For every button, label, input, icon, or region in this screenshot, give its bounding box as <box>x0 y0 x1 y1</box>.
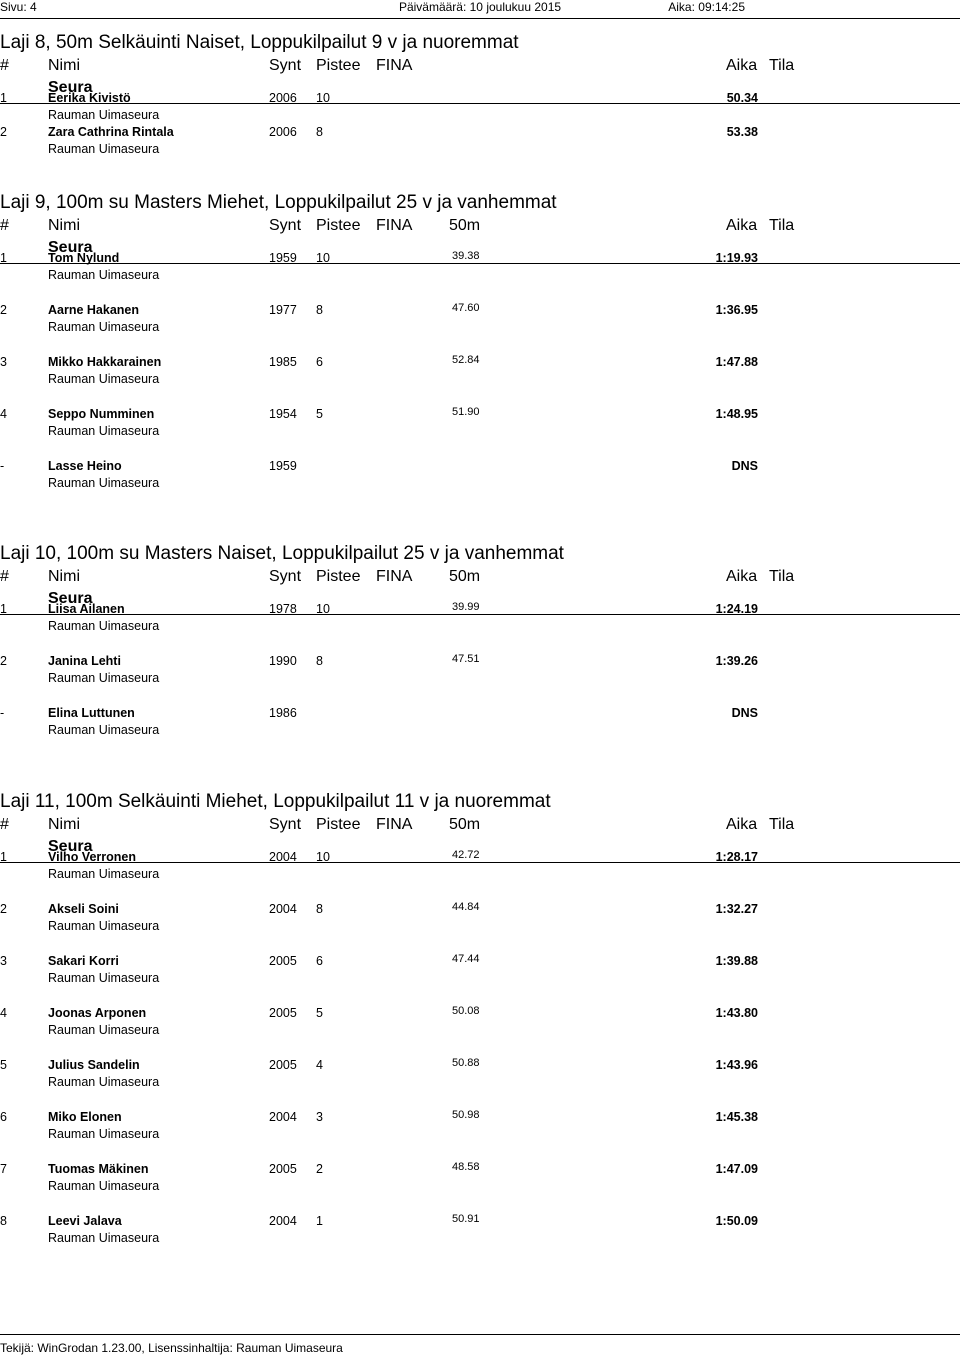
result-row <box>0 953 960 989</box>
swimmer-name: Miko Elonen <box>48 1110 122 1124</box>
col-club: Seura <box>48 79 93 96</box>
points: 10 <box>316 91 330 105</box>
col-club: Seura <box>48 838 93 855</box>
col-status: Tila <box>769 568 795 585</box>
points: 10 <box>316 602 330 616</box>
col-time: Aika <box>726 816 758 833</box>
points: 3 <box>316 1110 323 1124</box>
split-50m: 50.98 <box>452 1109 480 1121</box>
birth-year: 1990 <box>269 654 297 668</box>
split-50m: 39.99 <box>452 601 480 613</box>
club-name: Rauman Uimaseura <box>48 619 160 633</box>
col-name: Nimi <box>48 57 80 74</box>
result-row <box>0 705 960 741</box>
split-50m: 50.88 <box>452 1057 480 1069</box>
club-name: Rauman Uimaseura <box>48 268 160 282</box>
header-divider <box>0 18 960 19</box>
event-title: Laji 9, 100m su Masters Miehet, Loppukilpailut 25 v ja vanhemmat <box>0 192 557 213</box>
split-50m: 50.91 <box>452 1213 480 1225</box>
swimmer-name: Seppo Numminen <box>48 407 155 421</box>
col-split: 50m <box>449 217 481 234</box>
col-time: Aika <box>726 568 758 585</box>
points: 8 <box>316 303 323 317</box>
result-rank: 1 <box>0 850 7 864</box>
col-rank: # <box>0 816 9 833</box>
birth-year: 2006 <box>269 91 297 105</box>
points: 8 <box>316 125 323 139</box>
result-time: 1:43.80 <box>715 1006 758 1020</box>
swimmer-name: Vilho Verronen <box>48 850 136 864</box>
birth-year: 1959 <box>269 459 297 473</box>
club-name: Rauman Uimaseura <box>48 108 160 122</box>
club-name: Rauman Uimaseura <box>48 372 160 386</box>
birth-year: 1986 <box>269 706 297 720</box>
result-rank: 2 <box>0 902 7 916</box>
birth-year: 1977 <box>269 303 297 317</box>
page-number: Sivu: 4 <box>0 0 37 14</box>
result-rank: 2 <box>0 654 7 668</box>
swimmer-name: Lasse Heino <box>48 459 122 473</box>
col-split: 50m <box>449 816 481 833</box>
swimmer-name: Tom Nylund <box>48 251 120 265</box>
col-birth-year: Synt <box>269 217 302 234</box>
col-points: Pistee <box>316 816 361 833</box>
club-name: Rauman Uimaseura <box>48 867 160 881</box>
split-50m: 47.44 <box>452 953 480 965</box>
birth-year: 2005 <box>269 1058 297 1072</box>
club-name: Rauman Uimaseura <box>48 1231 160 1245</box>
result-row <box>0 849 960 885</box>
swimmer-name: Janina Lehti <box>48 654 121 668</box>
print-time: Aika: 09:14:25 <box>668 0 745 14</box>
swimmer-name: Joonas Arponen <box>48 1006 147 1020</box>
col-club: Seura <box>48 239 93 256</box>
result-time: DNS <box>731 706 758 720</box>
result-time: DNS <box>731 459 758 473</box>
club-name: Rauman Uimaseura <box>48 1127 160 1141</box>
club-name: Rauman Uimaseura <box>48 671 160 685</box>
result-time: 1:36.95 <box>715 303 758 317</box>
col-rank: # <box>0 568 9 585</box>
swimmer-name: Julius Sandelin <box>48 1058 140 1072</box>
swimmer-name: Aarne Hakanen <box>48 303 140 317</box>
club-name: Rauman Uimaseura <box>48 320 160 334</box>
result-row <box>0 1057 960 1093</box>
points: 10 <box>316 850 330 864</box>
birth-year: 2004 <box>269 850 297 864</box>
result-rank: 4 <box>0 1006 7 1020</box>
club-name: Rauman Uimaseura <box>48 1179 160 1193</box>
result-time: 1:19.93 <box>715 251 758 265</box>
result-time: 1:28.17 <box>715 850 758 864</box>
col-fina: FINA <box>376 217 413 234</box>
print-date: Päivämäärä: 10 joulukuu 2015 <box>398 0 562 14</box>
swimmer-name: Tuomas Mäkinen <box>48 1162 149 1176</box>
result-row <box>0 653 960 689</box>
result-time: 1:50.09 <box>715 1214 758 1228</box>
result-row <box>0 124 960 160</box>
split-50m: 44.84 <box>452 901 480 913</box>
result-row <box>0 250 960 286</box>
col-birth-year: Synt <box>269 568 302 585</box>
page-footer: Tekijä: WinGrodan 1.23.00, Lisenssinhaltija: Rauman Uimaseura <box>0 1341 343 1355</box>
col-name: Nimi <box>48 816 80 833</box>
col-rank: # <box>0 217 9 234</box>
birth-year: 1959 <box>269 251 297 265</box>
col-points: Pistee <box>316 217 361 234</box>
result-rank: 3 <box>0 954 7 968</box>
result-row <box>0 354 960 390</box>
birth-year: 2005 <box>269 954 297 968</box>
result-row <box>0 901 960 937</box>
points: 5 <box>316 1006 323 1020</box>
points: 5 <box>316 407 323 421</box>
birth-year: 2004 <box>269 1110 297 1124</box>
split-50m: 42.72 <box>452 849 480 861</box>
result-rank: 7 <box>0 1162 7 1176</box>
points: 6 <box>316 355 323 369</box>
swimmer-name: Akseli Soini <box>48 902 119 916</box>
col-fina: FINA <box>376 568 413 585</box>
result-time: 1:39.88 <box>715 954 758 968</box>
swimmer-name: Eerika Kivistö <box>48 91 131 105</box>
result-time: 53.38 <box>726 125 758 139</box>
col-birth-year: Synt <box>269 816 302 833</box>
footer-divider <box>0 1334 960 1335</box>
result-row <box>0 1109 960 1145</box>
result-row <box>0 458 960 494</box>
swimmer-name: Elina Luttunen <box>48 706 135 720</box>
club-name: Rauman Uimaseura <box>48 971 160 985</box>
birth-year: 1954 <box>269 407 297 421</box>
result-rank: 6 <box>0 1110 7 1124</box>
split-50m: 51.90 <box>452 406 480 418</box>
swimmer-name: Mikko Hakkarainen <box>48 355 162 369</box>
event-title: Laji 11, 100m Selkäuinti Miehet, Loppukilpailut 11 v ja nuoremmat <box>0 791 551 812</box>
result-rank: 8 <box>0 1214 7 1228</box>
points: 4 <box>316 1058 323 1072</box>
result-time: 1:48.95 <box>715 407 758 421</box>
split-50m: 47.51 <box>452 653 480 665</box>
col-name: Nimi <box>48 217 80 234</box>
result-rank: 1 <box>0 91 7 105</box>
col-status: Tila <box>769 57 795 74</box>
result-row <box>0 1005 960 1041</box>
event-title: Laji 8, 50m Selkäuinti Naiset, Loppukilpailut 9 v ja nuoremmat <box>0 32 519 53</box>
club-name: Rauman Uimaseura <box>48 919 160 933</box>
result-time: 1:24.19 <box>715 602 758 616</box>
col-birth-year: Synt <box>269 57 302 74</box>
col-split: 50m <box>449 568 481 585</box>
club-name: Rauman Uimaseura <box>48 1075 160 1089</box>
result-row <box>0 406 960 442</box>
result-rank: - <box>0 706 5 720</box>
split-50m: 50.08 <box>452 1005 480 1017</box>
birth-year: 2005 <box>269 1162 297 1176</box>
result-rank: 5 <box>0 1058 7 1072</box>
page-header <box>0 0 960 16</box>
swimmer-name: Zara Cathrina Rintala <box>48 125 174 139</box>
result-rank: 4 <box>0 407 7 421</box>
result-time: 1:45.38 <box>715 1110 758 1124</box>
result-row <box>0 302 960 338</box>
birth-year: 1985 <box>269 355 297 369</box>
col-club: Seura <box>48 590 93 607</box>
split-50m: 39.38 <box>452 250 480 262</box>
club-name: Rauman Uimaseura <box>48 424 160 438</box>
club-name: Rauman Uimaseura <box>48 1023 160 1037</box>
split-50m: 52.84 <box>452 354 480 366</box>
club-name: Rauman Uimaseura <box>48 142 160 156</box>
points: 8 <box>316 654 323 668</box>
result-rank: 3 <box>0 355 7 369</box>
result-row <box>0 601 960 637</box>
result-time: 1:43.96 <box>715 1058 758 1072</box>
result-time: 1:32.27 <box>715 902 758 916</box>
result-time: 1:47.09 <box>715 1162 758 1176</box>
swimmer-name: Sakari Korri <box>48 954 119 968</box>
result-time: 1:47.88 <box>715 355 758 369</box>
col-name: Nimi <box>48 568 80 585</box>
result-rank: 1 <box>0 602 7 616</box>
col-status: Tila <box>769 816 795 833</box>
result-row <box>0 1161 960 1197</box>
points: 6 <box>316 954 323 968</box>
result-time: 1:39.26 <box>715 654 758 668</box>
result-row <box>0 90 960 126</box>
birth-year: 2004 <box>269 1214 297 1228</box>
points: 10 <box>316 251 330 265</box>
result-row <box>0 1213 960 1249</box>
club-name: Rauman Uimaseura <box>48 723 160 737</box>
birth-year: 2004 <box>269 902 297 916</box>
split-50m: 48.58 <box>452 1161 480 1173</box>
result-rank: - <box>0 459 5 473</box>
col-fina: FINA <box>376 57 413 74</box>
swimmer-name: Leevi Jalava <box>48 1214 122 1228</box>
birth-year: 2005 <box>269 1006 297 1020</box>
event-title: Laji 10, 100m su Masters Naiset, Loppukilpailut 25 v ja vanhemmat <box>0 543 564 564</box>
result-rank: 2 <box>0 125 7 139</box>
col-status: Tila <box>769 217 795 234</box>
points: 1 <box>316 1214 323 1228</box>
swimmer-name: Liisa Ailanen <box>48 602 125 616</box>
col-time: Aika <box>726 57 758 74</box>
birth-year: 2006 <box>269 125 297 139</box>
col-time: Aika <box>726 217 758 234</box>
col-rank: # <box>0 57 9 74</box>
result-rank: 2 <box>0 303 7 317</box>
points: 2 <box>316 1162 323 1176</box>
result-rank: 1 <box>0 251 7 265</box>
col-points: Pistee <box>316 57 361 74</box>
col-fina: FINA <box>376 816 413 833</box>
col-points: Pistee <box>316 568 361 585</box>
club-name: Rauman Uimaseura <box>48 476 160 490</box>
birth-year: 1978 <box>269 602 297 616</box>
points: 8 <box>316 902 323 916</box>
result-time: 50.34 <box>726 91 758 105</box>
split-50m: 47.60 <box>452 302 480 314</box>
